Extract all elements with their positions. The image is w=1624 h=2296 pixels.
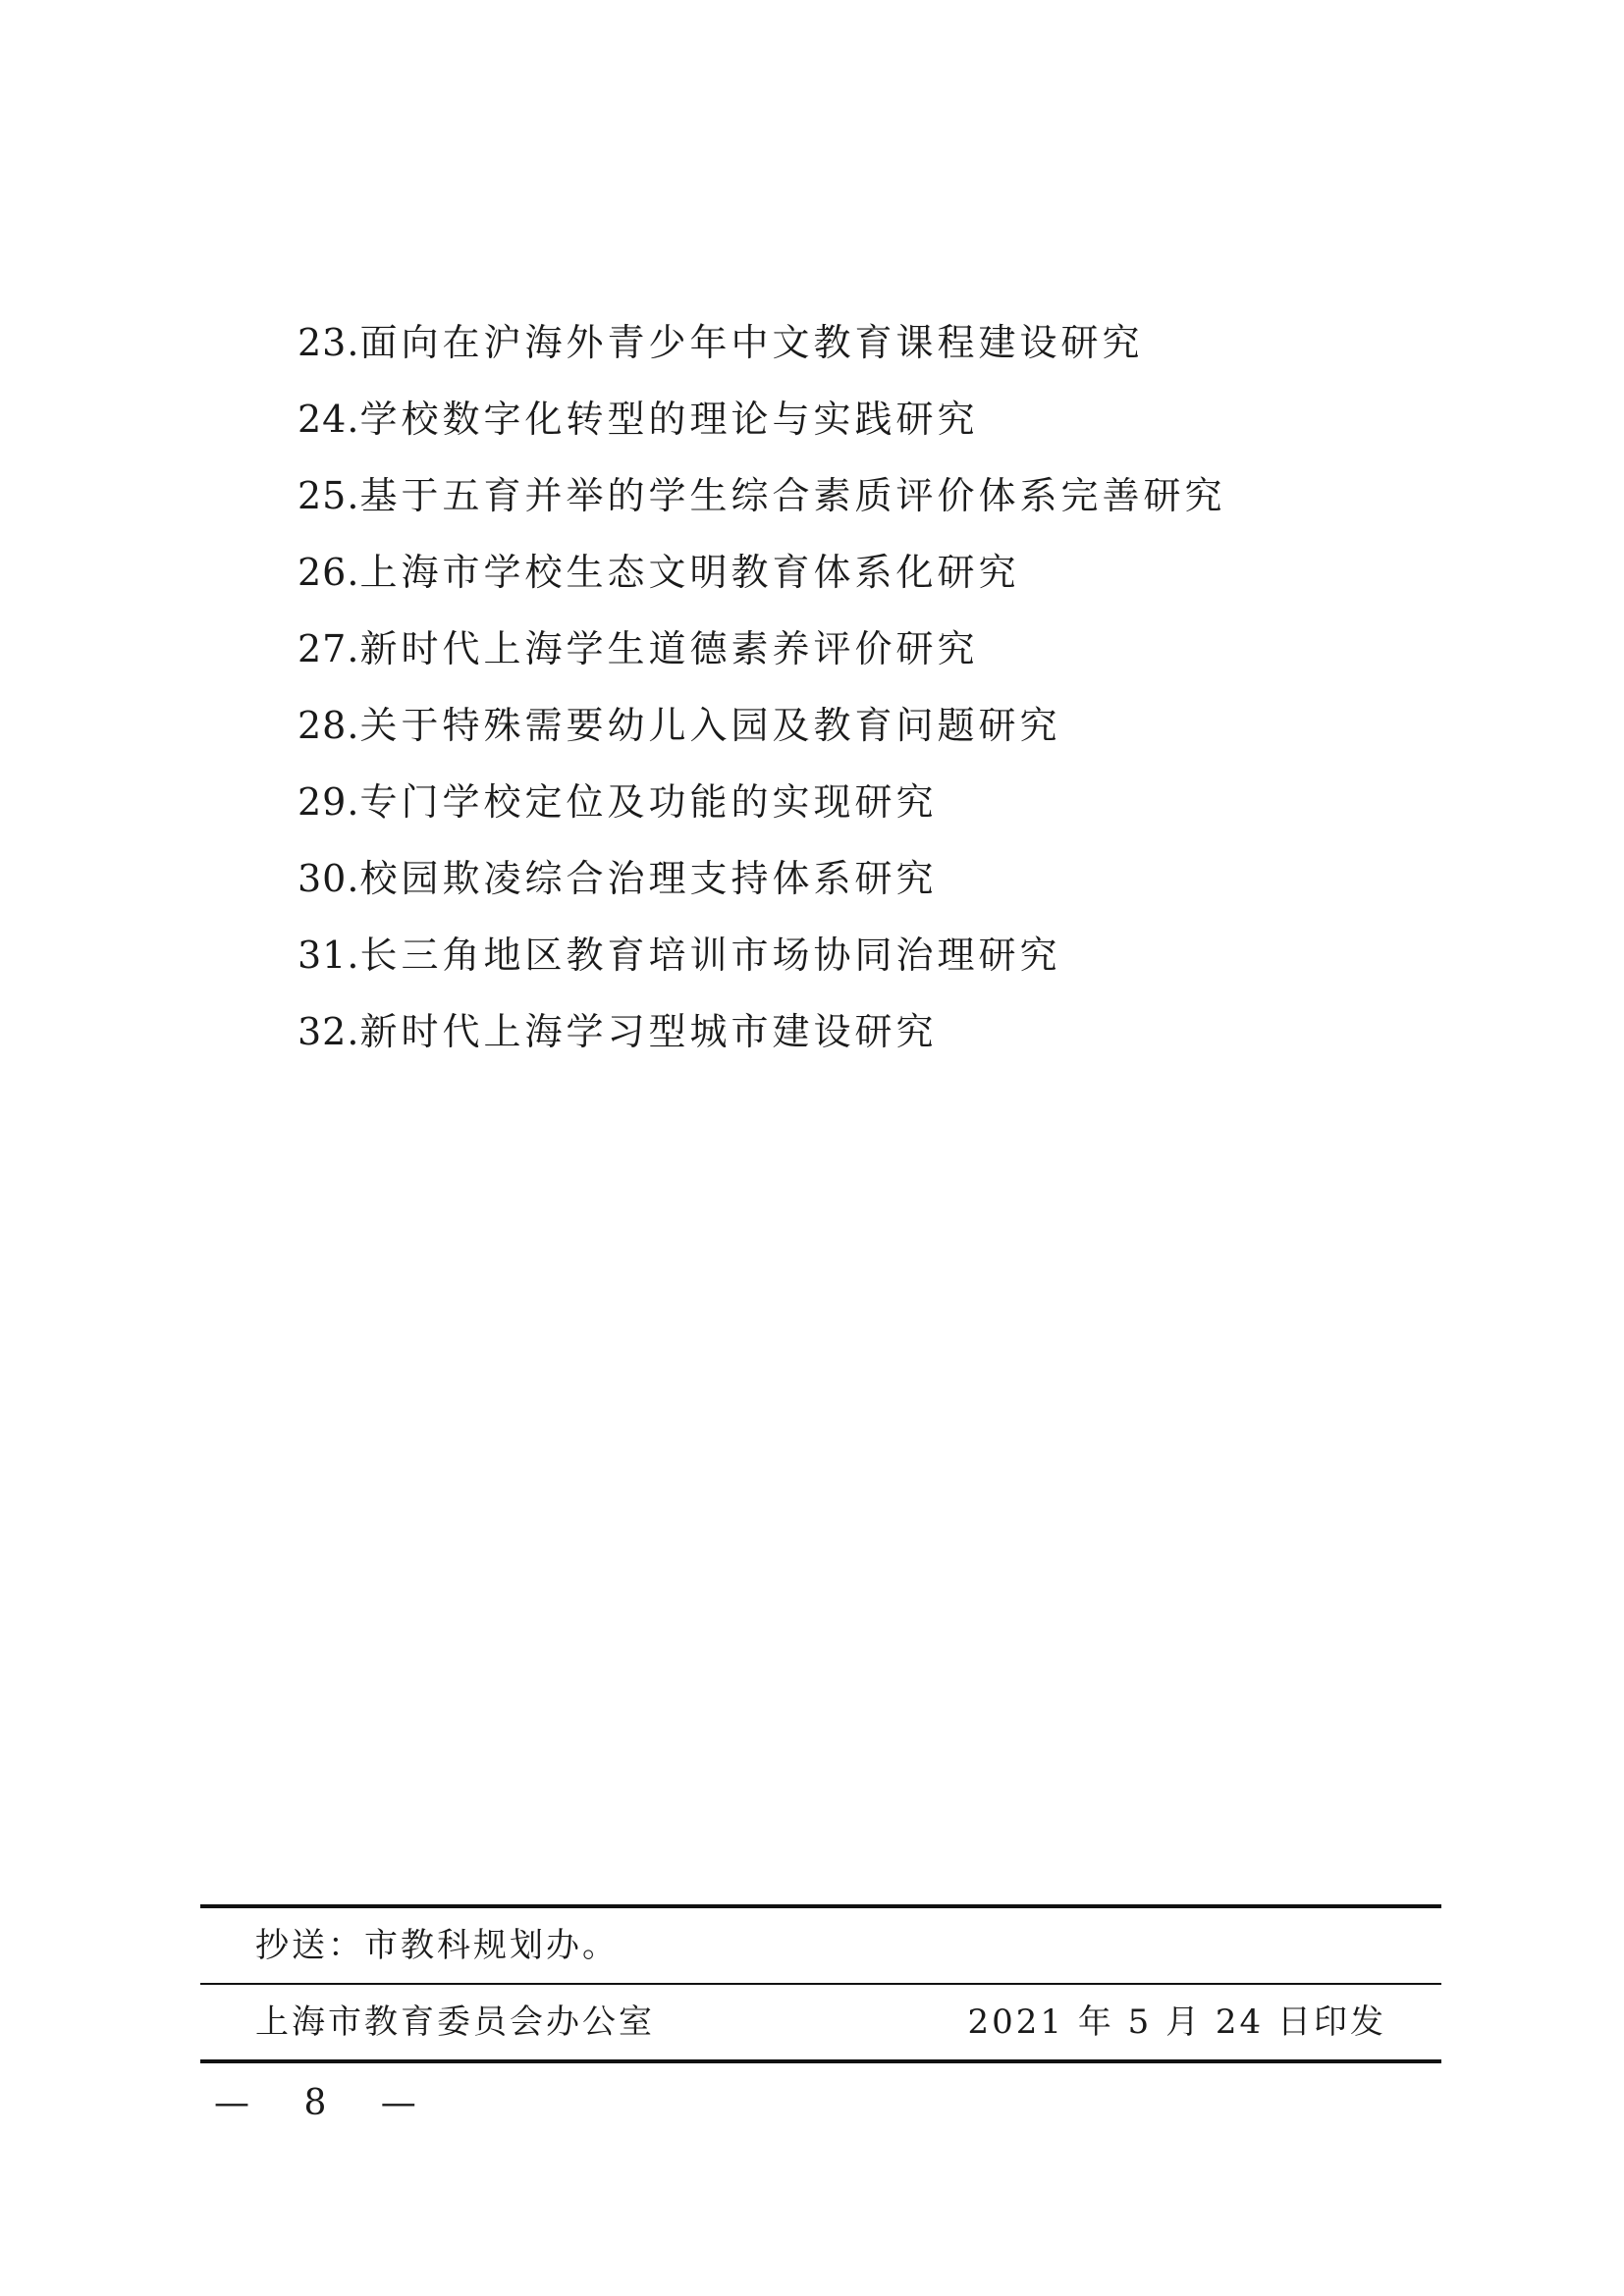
issue-date: 2021 年 5 月 24 日印发 [967, 2002, 1386, 2042]
topic-number: 23. [298, 321, 360, 364]
topic-item [298, 611, 1225, 687]
topic-number: 31. [298, 934, 360, 977]
topic-item [298, 457, 1225, 534]
topic-item [298, 687, 1225, 764]
cc-line: 抄送：市教科规划办。 [255, 1926, 619, 1965]
topic-item [298, 534, 1225, 611]
topic-title: 新时代上海学生道德素养评价研究 [359, 627, 979, 670]
research-topic-list [298, 304, 1225, 1070]
topic-title: 面向在沪海外青少年中文教育课程建设研究 [359, 321, 1144, 364]
topic-title: 新时代上海学习型城市建设研究 [359, 1010, 938, 1053]
topic-item [298, 304, 1225, 381]
topic-number: 29. [298, 780, 360, 824]
footer-bottom-rule [200, 2059, 1441, 2063]
topic-item [298, 840, 1225, 917]
topic-number: 26. [298, 551, 360, 594]
topic-title: 专门学校定位及功能的实现研究 [359, 780, 938, 824]
topic-number: 27. [298, 627, 360, 670]
topic-title: 校园欺凌综合治理支持体系研究 [359, 857, 938, 900]
issuer-line [200, 1985, 1441, 2059]
topic-number: 24. [298, 398, 360, 441]
topic-number: 25. [298, 474, 360, 517]
page-number: — 8 — [214, 2083, 438, 2123]
topic-title: 上海市学校生态文明教育体系化研究 [359, 551, 1020, 594]
topic-number: 32. [298, 1010, 360, 1053]
topic-title: 基于五育并举的学生综合素质评价体系完善研究 [359, 474, 1226, 517]
topic-item [298, 381, 1225, 457]
document-footer [200, 1904, 1441, 2063]
topic-item [298, 993, 1225, 1070]
topic-title: 学校数字化转型的理论与实践研究 [359, 398, 979, 441]
issuer-name: 上海市教育委员会办公室 [255, 2002, 655, 2042]
topic-title: 关于特殊需要幼儿入园及教育问题研究 [359, 704, 1061, 747]
topic-title: 长三角地区教育培训市场协同治理研究 [359, 934, 1061, 977]
topic-number: 30. [298, 857, 360, 900]
topic-number: 28. [298, 704, 360, 747]
topic-item [298, 917, 1225, 993]
topic-item [298, 764, 1225, 840]
